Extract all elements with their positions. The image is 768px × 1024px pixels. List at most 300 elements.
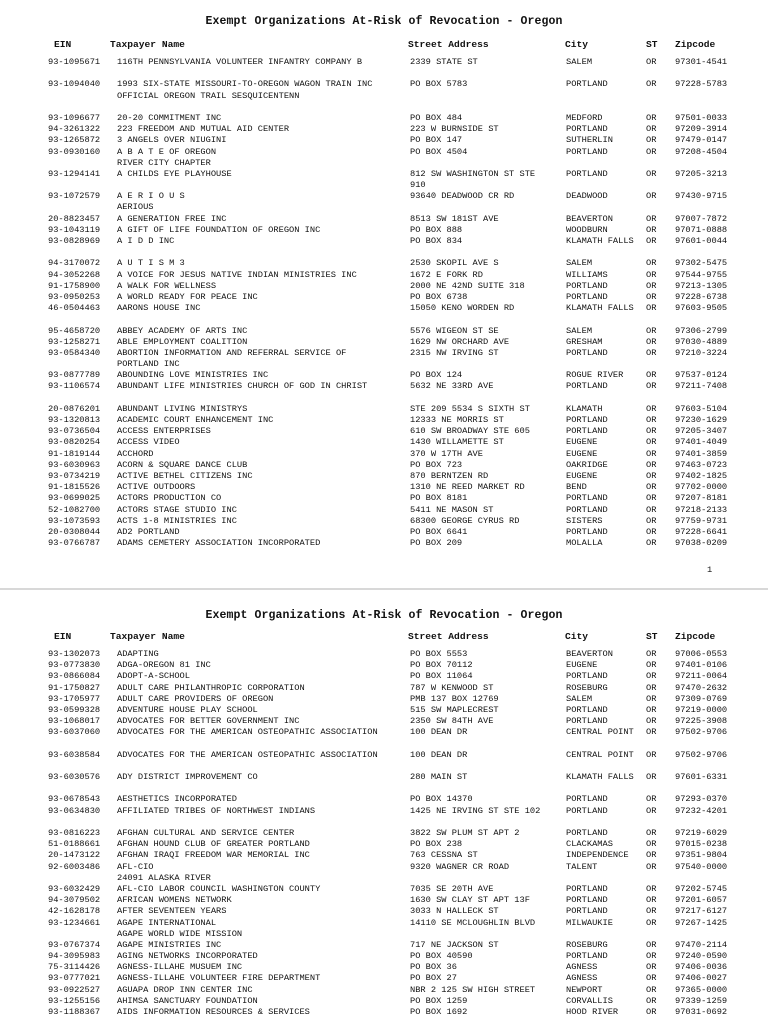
ein-cell: 93-0877789 [48, 370, 101, 381]
zipcode-cell: 97208-4504 [675, 146, 728, 157]
zipcode-cell: 97293-0370 [675, 794, 728, 805]
zipcode-cell: 97007-7872 [675, 213, 728, 224]
city-cell: PORTLAND [566, 716, 608, 727]
state-cell: OR [646, 280, 657, 291]
street-address-cell: 3033 N HALLECK ST [410, 906, 499, 917]
street-address-cell: 1672 E FORK RD [410, 269, 483, 280]
zipcode-cell: 97015-0238 [675, 839, 728, 850]
zipcode-cell: 97603-5104 [675, 403, 728, 414]
city-cell: PORTLAND [566, 426, 608, 437]
street-address-cell: PO BOX 4504 [410, 146, 468, 157]
table-row [0, 727, 768, 738]
zipcode-cell: 97240-0590 [675, 951, 728, 962]
city-cell: MILWAUKIE [566, 917, 613, 928]
taxpayer-name-cell: AFGHAN HOUND CLUB OF GREATER PORTLAND [117, 839, 310, 850]
city-cell: PORTLAND [566, 504, 608, 515]
taxpayer-name-cell: ABUNDANT LIVING MINISTRYS [117, 403, 248, 414]
taxpayer-name-cell: AFGHAN CULTURAL AND SERVICE CENTER [117, 828, 295, 838]
taxpayer-name-cell: 24091 ALASKA RIVER [117, 872, 211, 883]
table-row [0, 1007, 768, 1018]
table-row [0, 940, 768, 951]
table-row [0, 404, 768, 415]
zipcode-cell: 97031-0692 [675, 1007, 728, 1017]
table-row [0, 225, 768, 236]
state-cell: OR [646, 459, 657, 470]
state-cell: OR [646, 415, 657, 425]
table-row [0, 415, 768, 426]
table-row [0, 359, 768, 370]
header-taxpayer-name: Taxpayer Name [110, 39, 185, 50]
taxpayer-name-cell: ACTIVE OUTDOORS [117, 482, 196, 493]
taxpayer-name-cell: AFGHAN IRAQI FREEDOM WAR MEMORIAL INC [117, 850, 310, 861]
city-cell: WOODBURN [566, 224, 608, 235]
state-cell: OR [646, 437, 657, 448]
street-address-cell: PO BOX 6641 [410, 526, 468, 537]
street-address-cell: PO BOX 8181 [410, 493, 468, 504]
street-address-cell: 1629 NW ORCHARD AVE [410, 336, 510, 347]
taxpayer-name-cell: A WALK FOR WELLNESS [117, 280, 217, 291]
zipcode-cell: 97207-8181 [675, 493, 728, 504]
street-address-cell: PO BOX 6738 [410, 291, 468, 302]
taxpayer-name-cell: A I D D INC [117, 236, 175, 246]
taxpayer-name-cell: ABUNDANT LIFE MINISTRIES CHURCH OF GOD IN CHRIST [117, 381, 368, 392]
city-cell: PORTLAND [566, 895, 608, 906]
zipcode-cell: 97430-9715 [675, 191, 728, 202]
city-cell: EUGENE [566, 470, 598, 481]
state-cell: OR [646, 504, 657, 515]
ein-cell: 93-1234661 [48, 917, 101, 928]
city-cell: NEWPORT [566, 984, 603, 995]
header-zipcode: Zipcode [675, 631, 716, 642]
taxpayer-name-cell: ABLE EMPLOYMENT COALITION [117, 336, 248, 347]
state-cell: OR [646, 482, 657, 493]
state-cell: OR [646, 716, 657, 727]
city-cell: PORTLAND [566, 526, 608, 537]
table-row [0, 482, 768, 493]
street-address-cell: PMB 137 BOX 12769 [410, 693, 499, 704]
taxpayer-name-cell: AGAPE WORLD WIDE MISSION [117, 928, 243, 939]
ein-cell: 93-1255156 [48, 995, 101, 1006]
street-address-cell: PO BOX 70112 [410, 660, 473, 671]
taxpayer-name-cell: AFTER SEVENTEEN YEARS [117, 906, 227, 917]
table-row [0, 705, 768, 716]
ein-cell: 93-0699025 [48, 493, 101, 504]
state-cell: OR [646, 224, 657, 235]
table-row [0, 471, 768, 482]
street-address-cell: 910 [410, 180, 426, 191]
header-zipcode: Zipcode [675, 39, 716, 50]
state-cell: OR [646, 850, 657, 861]
state-cell: OR [646, 258, 657, 269]
taxpayer-name-cell: 3 ANGELS OVER NIUGINI [117, 135, 227, 146]
zipcode-cell: 97302-5475 [675, 258, 728, 269]
taxpayer-name-cell: AFL-CIO [117, 861, 154, 872]
state-cell: OR [646, 649, 657, 659]
table-row [0, 113, 768, 124]
table-row [0, 493, 768, 504]
state-cell: OR [646, 191, 657, 202]
city-cell: PORTLAND [566, 381, 608, 392]
taxpayer-name-cell: A E R I O U S [117, 191, 185, 202]
taxpayer-name-cell: ACTS 1-8 MINISTRIES INC [117, 515, 237, 526]
state-cell: OR [646, 515, 657, 526]
state-cell: OR [646, 727, 657, 738]
table-row [0, 169, 768, 180]
city-cell: PORTLAND [566, 805, 608, 816]
column-header-row [0, 39, 768, 53]
ein-cell: 51-0188661 [48, 839, 101, 850]
ein-cell: 93-0767374 [48, 939, 101, 950]
taxpayer-name-cell: ACADEMIC COURT ENHANCEMENT INC [117, 415, 274, 425]
table-row [0, 91, 768, 102]
ein-cell: 94-3052268 [48, 269, 101, 280]
city-cell: KLAMATH FALLS [566, 772, 634, 783]
ein-cell: 93-1094040 [48, 79, 101, 90]
zipcode-cell: 97603-9505 [675, 303, 728, 314]
state-cell: OR [646, 660, 657, 671]
zipcode-cell: 97401-0106 [675, 660, 728, 671]
taxpayer-name-cell: A CHILDS EYE PLAYHOUSE [117, 168, 232, 179]
ein-cell: 93-6030963 [48, 459, 101, 470]
zipcode-cell: 97406-0036 [675, 962, 728, 973]
street-address-cell: STE 209 5534 S SIXTH ST [410, 403, 530, 414]
state-cell: OR [646, 426, 657, 437]
street-address-cell: 515 SW MAPLECREST [410, 704, 499, 715]
zipcode-cell: 97540-0000 [675, 861, 728, 872]
zipcode-cell: 97205-3213 [675, 168, 728, 179]
street-address-cell: 2315 NW IRVING ST [410, 347, 499, 358]
city-cell: AGNESS [566, 962, 598, 973]
zipcode-cell: 97267-1425 [675, 917, 728, 928]
zipcode-cell: 97601-0044 [675, 236, 728, 246]
zipcode-cell: 97401-3859 [675, 448, 728, 459]
taxpayer-name-cell: A B A T E OF OREGON [117, 146, 217, 157]
street-address-cell: 14110 SE MCLOUGHLIN BLVD [410, 917, 536, 928]
table-row [0, 527, 768, 538]
state-cell: OR [646, 370, 657, 381]
state-cell: OR [646, 124, 657, 135]
ein-cell: 52-1082700 [48, 504, 101, 515]
zipcode-cell: 97205-3407 [675, 426, 728, 437]
street-address-cell: PO BOX 124 [410, 370, 463, 381]
zipcode-cell: 97470-2114 [675, 939, 728, 950]
street-address-cell: PO BOX 40590 [410, 951, 473, 962]
zipcode-cell: 97759-9731 [675, 515, 728, 526]
city-cell: PORTLAND [566, 280, 608, 291]
zipcode-cell: 97038-0209 [675, 538, 728, 549]
zipcode-cell: 97339-1259 [675, 995, 728, 1006]
street-address-cell: 2339 STATE ST [410, 57, 478, 67]
taxpayer-name-cell: ACCESS VIDEO [117, 437, 180, 448]
ein-cell: 93-0584340 [48, 347, 101, 358]
street-address-cell: 787 W KENWOOD ST [410, 682, 494, 693]
street-address-cell: PO BOX 834 [410, 236, 463, 246]
zipcode-cell: 97209-3914 [675, 124, 728, 135]
city-cell: SALEM [566, 57, 593, 67]
table-row [0, 147, 768, 158]
city-cell: PORTLAND [566, 704, 608, 715]
taxpayer-name-cell: AFRICAN WOMENS NETWORK [117, 895, 232, 906]
table-row [0, 929, 768, 940]
taxpayer-name-cell: ADY DISTRICT IMPROVEMENT CO [117, 772, 258, 783]
street-address-cell: 717 NE JACKSON ST [410, 939, 499, 950]
taxpayer-name-cell: AFFILIATED TRIBES OF NORTHWEST INDIANS [117, 805, 316, 816]
city-cell: PORTLAND [566, 828, 608, 838]
header-ein: EIN [54, 39, 72, 50]
table-row [0, 460, 768, 471]
taxpayer-name-cell: ACORN & SQUARE DANCE CLUB [117, 459, 248, 470]
zipcode-cell: 97402-1825 [675, 470, 728, 481]
table-row [0, 426, 768, 437]
taxpayer-name-cell: AGNESS-ILLAHE MUSUEM INC [117, 962, 243, 973]
city-cell: SALEM [566, 693, 593, 704]
state-cell: OR [646, 403, 657, 414]
city-cell: PORTLAND [566, 883, 608, 894]
table-row [0, 281, 768, 292]
state-cell: OR [646, 939, 657, 950]
zipcode-cell: 97301-4541 [675, 57, 728, 67]
ein-cell: 93-1073593 [48, 515, 101, 526]
ein-cell: 93-1705977 [48, 693, 101, 704]
taxpayer-name-cell: A GIFT OF LIFE FOUNDATION OF OREGON INC [117, 224, 321, 235]
city-cell: MOLALLA [566, 538, 603, 549]
city-cell: PORTLAND [566, 146, 608, 157]
city-cell: KLAMATH [566, 403, 603, 414]
table-row [0, 337, 768, 348]
street-address-cell: 100 DEAN DR [410, 727, 468, 738]
zipcode-cell: 97501-0033 [675, 112, 728, 123]
city-cell: PORTLAND [566, 168, 608, 179]
ein-cell: 42-1628178 [48, 906, 101, 917]
taxpayer-name-cell: ACTORS PRODUCTION CO [117, 493, 222, 504]
state-cell: OR [646, 79, 657, 90]
state-cell: OR [646, 704, 657, 715]
street-address-cell: PO BOX 723 [410, 459, 463, 470]
city-cell: PORTLAND [566, 415, 608, 425]
city-cell: PORTLAND [566, 671, 608, 682]
page-title: Exempt Organizations At-Risk of Revocation - Oregon [205, 609, 563, 622]
street-address-cell: 68300 GEORGE CYRUS RD [410, 515, 520, 526]
taxpayer-name-cell: ACCESS ENTERPRISES [117, 426, 211, 437]
ein-cell: 95-4658720 [48, 325, 101, 336]
ein-cell: 93-0773830 [48, 660, 101, 671]
taxpayer-name-cell: ADAMS CEMETERY ASSOCIATION INCORPORATED [117, 538, 321, 549]
state-cell: OR [646, 682, 657, 693]
organization-table [0, 57, 768, 549]
zipcode-cell: 97537-0124 [675, 370, 728, 381]
street-address-cell: PO BOX 209 [410, 538, 463, 549]
zipcode-cell: 97702-0000 [675, 482, 728, 493]
city-cell: SALEM [566, 258, 593, 269]
city-cell: EUGENE [566, 660, 598, 671]
ein-cell: 93-1072579 [48, 191, 101, 202]
table-row [0, 671, 768, 682]
state-cell: OR [646, 951, 657, 962]
taxpayer-name-cell: 223 FREEDOM AND MUTUAL AID CENTER [117, 124, 290, 135]
state-cell: OR [646, 57, 657, 67]
ein-cell: 93-0634830 [48, 805, 101, 816]
city-cell: PORTLAND [566, 79, 608, 90]
table-row [0, 348, 768, 359]
state-cell: OR [646, 671, 657, 682]
city-cell: KLAMATH FALLS [566, 236, 634, 246]
state-cell: OR [646, 895, 657, 906]
table-row [0, 839, 768, 850]
taxpayer-name-cell: A GENERATION FREE INC [117, 213, 227, 224]
table-row [0, 884, 768, 895]
street-address-cell: 370 W 17TH AVE [410, 448, 483, 459]
street-address-cell: 9320 WAGNER CR ROAD [410, 861, 510, 872]
ein-cell: 94-3170072 [48, 258, 101, 269]
table-row [0, 895, 768, 906]
city-cell: HOOD RIVER [566, 1007, 619, 1017]
header-city: City [565, 39, 589, 50]
zipcode-cell: 97225-3908 [675, 716, 728, 727]
street-address-cell: PO BOX 36 [410, 962, 457, 973]
page-title: Exempt Organizations At-Risk of Revocation - Oregon [205, 15, 563, 28]
city-cell: PORTLAND [566, 124, 608, 135]
state-cell: OR [646, 984, 657, 995]
table-row [0, 258, 768, 269]
table-row [0, 850, 768, 861]
taxpayer-name-cell: A U T I S M 3 [117, 258, 185, 269]
city-cell: ROGUE RIVER [566, 370, 624, 381]
state-cell: OR [646, 839, 657, 850]
table-row [0, 806, 768, 817]
state-cell: OR [646, 805, 657, 816]
street-address-cell: 5632 NE 33RD AVE [410, 381, 494, 392]
street-address-cell: PO BOX 484 [410, 112, 463, 123]
table-row [0, 505, 768, 516]
street-address-cell: PO BOX 888 [410, 224, 463, 235]
column-header-row [0, 631, 768, 645]
zipcode-cell: 97202-5745 [675, 883, 728, 894]
taxpayer-name-cell: ACTORS STAGE STUDIO INC [117, 504, 237, 515]
header-ein: EIN [54, 631, 72, 642]
ein-cell: 93-6032429 [48, 883, 101, 894]
city-cell: PORTLAND [566, 794, 608, 805]
ein-cell: 91-1815526 [48, 482, 101, 493]
table-row [0, 158, 768, 169]
page-number: 1 [707, 565, 713, 575]
table-row [0, 694, 768, 705]
street-address-cell: 763 CESSNA ST [410, 850, 478, 861]
zipcode-cell: 97213-1305 [675, 280, 728, 291]
header-taxpayer-name: Taxpayer Name [110, 631, 185, 642]
taxpayer-name-cell: AGNESS-ILLAHE VOLUNTEER FIRE DEPARTMENT [117, 973, 321, 984]
taxpayer-name-cell: ADULT CARE PROVIDERS OF OREGON [117, 693, 274, 704]
zipcode-cell: 97230-1629 [675, 415, 728, 425]
ein-cell: 46-0504463 [48, 303, 101, 314]
table-row [0, 191, 768, 202]
table-row [0, 973, 768, 984]
street-address-cell: NBR 2 125 SW HIGH STREET [410, 984, 536, 995]
state-cell: OR [646, 995, 657, 1006]
state-cell: OR [646, 146, 657, 157]
table-row [0, 985, 768, 996]
city-cell: SUTHERLIN [566, 135, 613, 146]
state-cell: OR [646, 236, 657, 246]
taxpayer-name-cell: ACTIVE BETHEL CITIZENS INC [117, 470, 253, 481]
street-address-cell: PO BOX 11064 [410, 671, 473, 682]
organization-table [0, 649, 768, 1018]
zipcode-cell: 97406-0027 [675, 973, 728, 984]
state-cell: OR [646, 112, 657, 123]
taxpayer-name-cell: 1993 SIX-STATE MISSOURI-TO-OREGON WAGON TRAIN INC [117, 79, 373, 90]
state-cell: OR [646, 336, 657, 347]
ein-cell: 93-0766787 [48, 538, 101, 549]
ein-cell: 93-1043119 [48, 224, 101, 235]
ein-cell: 93-1320813 [48, 415, 101, 425]
taxpayer-name-cell: AIDS INFORMATION RESOURCES & SERVICES [117, 1007, 310, 1017]
city-cell: SALEM [566, 325, 593, 336]
street-address-cell: 1425 NE IRVING ST STE 102 [410, 805, 541, 816]
city-cell: EUGENE [566, 448, 598, 459]
ein-cell: 91-1750827 [48, 682, 101, 693]
state-cell: OR [646, 325, 657, 336]
ein-cell: 93-1294141 [48, 168, 101, 179]
taxpayer-name-cell: OFFICIAL OREGON TRAIL SESQUICENTENN [117, 90, 300, 101]
street-address-cell: PO BOX 5783 [410, 79, 468, 90]
table-row [0, 873, 768, 884]
city-cell: CORVALLIS [566, 995, 613, 1006]
taxpayer-name-cell: AGAPE INTERNATIONAL [117, 917, 217, 928]
table-row [0, 437, 768, 448]
taxpayer-name-cell: ADAPTING [117, 649, 159, 659]
ein-cell: 20-8823457 [48, 213, 101, 224]
street-address-cell: 8513 SW 181ST AVE [410, 213, 499, 224]
city-cell: MEDFORD [566, 112, 603, 123]
city-cell: AGNESS [566, 973, 598, 984]
zipcode-cell: 97211-7408 [675, 381, 728, 392]
state-cell: OR [646, 493, 657, 504]
zipcode-cell: 97470-2632 [675, 682, 728, 693]
ein-cell: 94-3079502 [48, 895, 101, 906]
taxpayer-name-cell: ADVOCATES FOR BETTER GOVERNMENT INC [117, 716, 300, 727]
table-row [0, 214, 768, 225]
city-cell: CLACKAMAS [566, 839, 613, 850]
zipcode-cell: 97601-6331 [675, 772, 728, 783]
state-cell: OR [646, 291, 657, 302]
taxpayer-name-cell: 116TH PENNSYLVANIA VOLUNTEER INFANTRY COMPANY B [117, 57, 363, 67]
zipcode-cell: 97211-0064 [675, 671, 728, 682]
state-cell: OR [646, 962, 657, 973]
zipcode-cell: 97309-0769 [675, 693, 728, 704]
table-row [0, 750, 768, 761]
taxpayer-name-cell: 20-20 COMMITMENT INC [117, 112, 222, 123]
ein-cell: 93-1302073 [48, 649, 101, 659]
taxpayer-name-cell: ADVENTURE HOUSE PLAY SCHOOL [117, 704, 258, 715]
ein-cell: 91-1758900 [48, 280, 101, 291]
street-address-cell: 280 MAIN ST [410, 772, 468, 783]
state-cell: OR [646, 448, 657, 459]
state-cell: OR [646, 772, 657, 783]
taxpayer-name-cell: AGING NETWORKS INCORPORATED [117, 951, 258, 962]
table-row [0, 516, 768, 527]
state-cell: OR [646, 749, 657, 760]
ein-cell: 93-1188367 [48, 1007, 101, 1017]
table-row [0, 538, 768, 549]
ein-cell: 93-6030576 [48, 772, 101, 783]
street-address-cell: 812 SW WASHINGTON ST STE [410, 168, 536, 179]
street-address-cell: 870 BERNTZEN RD [410, 470, 489, 481]
zipcode-cell: 97463-0723 [675, 459, 728, 470]
state-cell: OR [646, 861, 657, 872]
table-row [0, 303, 768, 314]
table-row [0, 996, 768, 1007]
ein-cell: 20-0876201 [48, 403, 101, 414]
city-cell: GRESHAM [566, 336, 603, 347]
